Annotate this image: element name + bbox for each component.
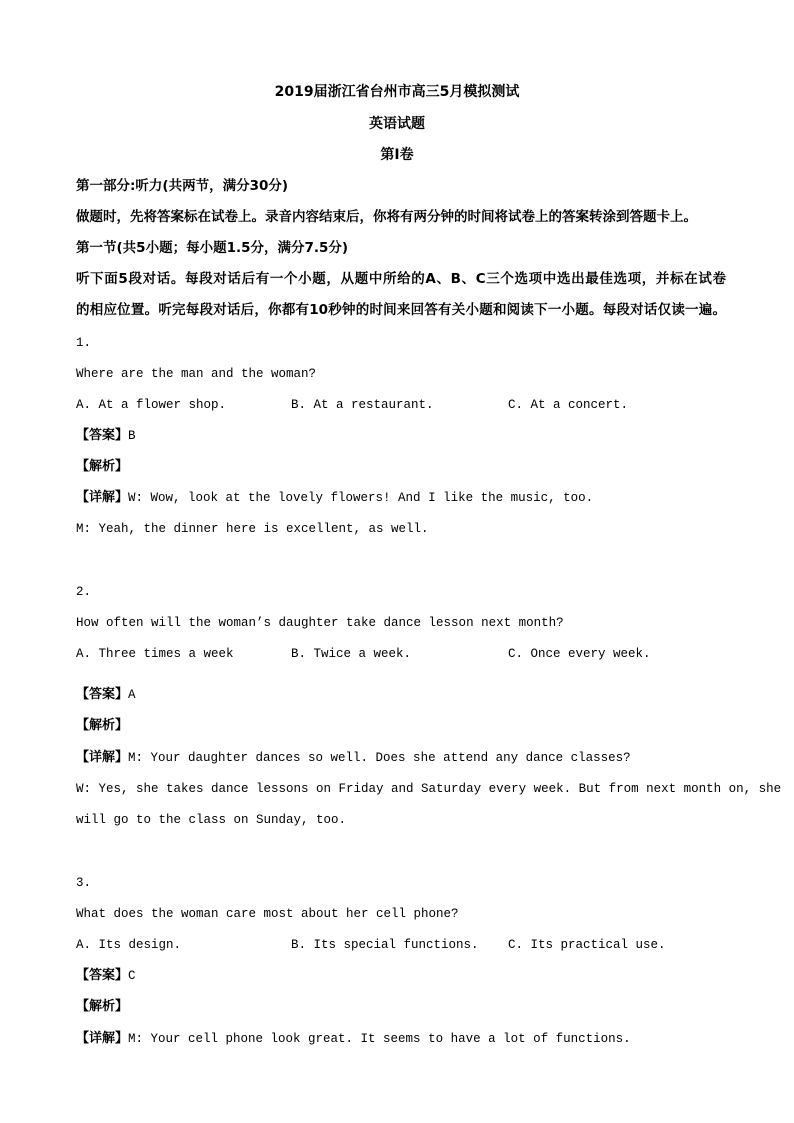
option-c: C. Its practical use. — [508, 938, 666, 952]
option-a: A. At a flower shop. — [76, 398, 227, 412]
option-b: B. Twice a week. — [291, 647, 412, 661]
dialogue-line: W: Wow, look at the lovely flowers! And I like the music, too. — [128, 491, 594, 505]
detail-tag: 【详解】 — [76, 750, 129, 765]
part-heading: 第一部分:听力(共两节，满分30分) — [76, 178, 289, 194]
detail-tag: 【详解】 — [76, 1031, 129, 1046]
dialogue-line: M: Your daughter dances so well. Does she attend any dance classes? — [128, 751, 631, 765]
analysis-tag: 【解析】 — [76, 999, 129, 1014]
exam-title: 2019届浙江省台州市高三5月模拟测试 — [274, 84, 520, 100]
answer-line — [76, 427, 136, 445]
instruction-note: 做题时，先将答案标在试卷上。录音内容结束后，你将有两分钟的时间将试卷上的答案转涂到答题卡上。 — [76, 209, 697, 225]
analysis-tag: 【解析】 — [76, 459, 129, 474]
detail-tag: 【详解】 — [76, 490, 129, 505]
direction-line-2: 的相应位置。听完每段对话后，你都有10秒钟的时间来回答有关小题和阅读下一小题。每段对话仅读一遍。 — [76, 302, 726, 318]
dialogue-line: will go to the class on Sunday, too. — [76, 813, 347, 827]
analysis-tag: 【解析】 — [76, 718, 129, 733]
question-text: How often will the woman’s daughter take dance lesson next month? — [76, 616, 564, 630]
answer-line — [76, 686, 136, 704]
question-text: What does the woman care most about her cell phone? — [76, 907, 459, 921]
dialogue-line: W: Yes, she takes dance lessons on Friday and Saturday every week. But from next month on, she — [76, 782, 782, 796]
detail-line — [76, 749, 631, 767]
option-a: A. Three times a week — [76, 647, 234, 661]
option-c: C. Once every week. — [508, 647, 651, 661]
direction-line-1: 听下面5段对话。每段对话后有一个小题，从题中所给的A、B、C三个选项中选出最佳选项，并标在试卷 — [76, 271, 726, 287]
dialogue-line: M: Yeah, the dinner here is excellent, as well. — [76, 522, 429, 536]
question-number: 3. — [76, 876, 92, 890]
answer-value: C — [128, 969, 136, 983]
detail-line — [76, 489, 593, 507]
detail-line — [76, 1030, 631, 1048]
option-c: C. At a concert. — [508, 398, 629, 412]
option-b: B. At a restaurant. — [291, 398, 434, 412]
dialogue-line: M: Your cell phone look great. It seems to have a lot of functions. — [128, 1032, 631, 1046]
section-heading: 第一节(共5小题；每小题1.5分，满分7.5分) — [76, 240, 349, 256]
answer-tag: 【答案】 — [76, 968, 129, 983]
volume-label: 第Ⅰ卷 — [380, 147, 414, 163]
question-number: 2. — [76, 585, 92, 599]
question-text: Where are the man and the woman? — [76, 367, 317, 381]
option-a: A. Its design. — [76, 938, 182, 952]
answer-value: B — [128, 429, 136, 443]
answer-value: A — [128, 688, 136, 702]
answer-line — [76, 967, 136, 985]
question-number: 1. — [76, 336, 92, 350]
answer-tag: 【答案】 — [76, 687, 129, 702]
option-b: B. Its special functions. — [291, 938, 479, 952]
answer-tag: 【答案】 — [76, 428, 129, 443]
exam-subtitle: 英语试题 — [369, 116, 425, 132]
